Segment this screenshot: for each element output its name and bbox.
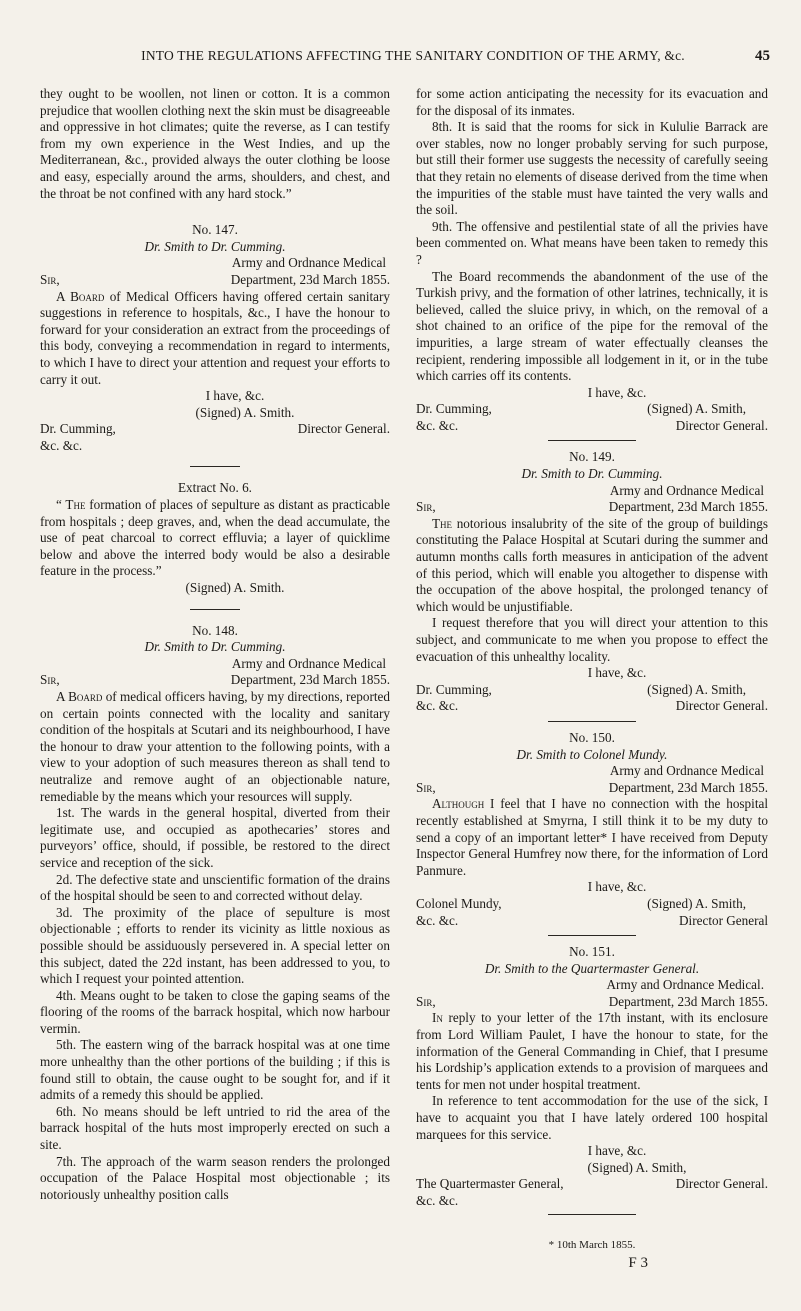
letter-151-signed: (Signed) A. Smith, [587,1159,687,1175]
letter-147-signed: (Signed) A. Smith. [195,404,295,420]
letter-148-point-6: 6th. No means should be left untried to rid the area of the barrack hospital of the huts most improperly erected on such a site. [40,1103,390,1153]
letter-149-dept-row [416,499,768,516]
letter-148-point-5: 5th. The eastern wing of the barrack hospital was at one time more unhealthy than the other portions of the building ; if this is found still to obtain, the cause ought to be sought for, and if it admits of a remedy this should be applied. [40,1037,390,1103]
running-title: INTO THE REGULATIONS AFFECTING THE SANITARY CONDITION OF THE ARMY, &c. [141,48,685,63]
letter-148-body-text: of medical officers having, by my directions, reported on certain points connected with the locality and sanitary condition of the hospitals at Scutari and its neighbourhood, I have the honour to draw your attention to the following points, with a view to your adoption of such measures thereon as shall tend to neutralize and remove aught of an objectionable nature, remediable by the means which your resources will supply. [40,689,390,804]
letter-147-salutation: Sir, [40,271,60,287]
letter-148-sign-title: Director General. [675,417,768,433]
letter-147-body [40,289,390,389]
letter-148-dept-line2: Department, 23d March 1855. [230,672,390,688]
letter-151-body-text: reply to your letter of the 17th instant, with its enclosure from Lord William Paulet, I have the honour to state, for the information of the General Commanding in Chief, that I presume his Lordship’s application extends to a provision of marquees and tents for men not under hospital treatment. [416,1010,768,1092]
letter-151-title: Dr. Smith to the Quartermaster General. [484,960,700,976]
section-rule [548,935,636,936]
letter-148-point-7: 7th. The approach of the warm season renders the prolonged occupation of the Palace Hospital most objectionable ; its notoriously unhealthy position calls [40,1153,390,1202]
letter-148-signed: (Signed) A. Smith, [647,401,746,417]
letter-148-point-8: 8th. It is said that the rooms for sick in Kululie Barrack are over stables, now no longer probably serving for such purpose, but still their former use suggests the necessity of carefully seeing that they retain no elements of disease derived from the time when the impurities of the stable must have tainted the very walls and the soil. [416,119,768,218]
continuation-paragraph: they ought to be woollen, not linen or cotton. It is a common prejudice that woollen clothing next the skin must be disagreeable and oppressive in hot climates; quite the reverse, as I can testify from my own experience in the West Indies, and up the Mediterranean, &c., provided always the outer clothing be loose and easy, especially around the arms, shoulders, and chest, and the throat be not confined with any hard stock.” [40,86,390,201]
letter-148-point-9: 9th. The offensive and pestilential state of all the privies have been commented on. What means have been taken to remedy this ? [416,218,768,267]
letter-147-title: Dr. Smith to Dr. Cumming. [144,238,286,254]
letter-148-dept-line1: Army and Ordnance Medical [231,655,386,671]
letter-148-close: I have, &c. [587,384,647,400]
letter-150-body-text: I feel that I have no connection with the hospital recently established at Smyrna, I still think it to be my duty to send a copy of an important letter* I have received from Deputy Inspector General Humfrey now there, for the information of Lord Panmure. [416,796,768,878]
letter-148-dept-row [40,672,390,689]
letter-148-point-3: 3d. The proximity of the place of sepulture is most objectionable ; efforts to render its vicinity as little noxious as possible should be assiduously persevered in. A special letter on this subject, dated the 22d instant, has been addressed to you, to which I request your pointed attention. [40,904,390,987]
right-column [416,86,768,1272]
letter-150-close: I have, &c. [587,879,647,895]
section-rule [548,721,636,722]
letter-150-title: Dr. Smith to Colonel Mundy. [516,746,668,762]
letter-151-lead: In [432,1010,443,1026]
letter-147-sign-row [40,421,390,438]
letter-148-salutation: Sir, [40,672,60,688]
letter-150-number: No. 150. [569,729,615,745]
extract-body: formation of places of sepulture as distant as practicable from hospitals ; deep graves, and, when the dead accumulate, the use of peat charcoal to correct effluvia; a layer of quicklime below and above the interred body would be also a desirable feature in the process.” [40,497,391,579]
letter-147-sign-title: Director General. [297,421,390,437]
letter-147-recipient: Dr. Cumming, [40,421,116,437]
letter-151-dept-row [416,994,768,1011]
letter-147-dept-line1: Army and Ordnance Medical [231,255,386,271]
letter-150-sign-title: Director General [679,912,768,928]
letter-151-salutation: Sir, [416,993,436,1009]
left-column [40,86,390,1203]
letter-149-title: Dr. Smith to Dr. Cumming. [521,466,663,482]
letter-147-close: I have, &c. [205,388,265,404]
letter-149-number: No. 149. [569,449,615,465]
letter-148-sign-row [416,401,768,418]
letter-148-number: No. 148. [192,622,238,638]
letter-150-recipient: Colonel Mundy, [416,895,502,911]
letter-149-dept-line1: Army and Ordnance Medical [609,482,764,498]
letter-148-body [40,689,390,805]
letter-151-etc: &c. &c. [416,1193,459,1208]
letter-147-body-text: of Medical Officers having offered certain sanitary suggestions in reference to hospitals, &c., I have the honour to forward for your consideration an extract from the proceedings of this body, conveying a recommendation in regard to interments, to which I have to direct your attention and request your efforts to carry it out. [40,288,391,387]
letter-149-sign-title: Director General. [675,698,768,714]
letter-150-etc: &c. &c. [416,912,459,928]
page-number: 45 [755,48,770,64]
letter-150-dept-row [416,780,768,797]
letter-149-recipient: Dr. Cumming, [416,681,492,697]
section-rule [190,609,240,610]
letter-150-sign-row [416,896,768,913]
letter-148-continuation: for some action anticipating the necessity for its evacuation and for the disposal of its inmates. [416,86,768,118]
letter-148-sign-row-2 [416,418,768,435]
extract-heading: Extract No. 6. [178,480,252,496]
letter-149-salutation: Sir, [416,499,436,515]
letter-148-point-1: 1st. The wards in the general hospital, diverted from their legitimate use, and occupied as apothecaries’ stores and purveyors’ office, should, if possible, be restored to the direct service and reception of the sick. [40,805,390,870]
letter-151-sign-row [416,1176,768,1193]
section-rule [190,466,240,467]
letter-151-paragraph-2: In reference to tent accommodation for the use of the sick, I have to acquaint you that I have lately ordered 100 hospital marquees for this service. [416,1093,768,1142]
letter-148-etc: &c. &c. [416,417,459,433]
letter-149-sign-row-2 [416,698,768,715]
letter-149-signed: (Signed) A. Smith, [647,681,746,697]
letter-147-dept-line2: Department, 23d March 1855. [230,271,390,287]
letter-148-lead: A Board [56,689,103,704]
letter-149-close: I have, &c. [587,665,647,681]
signature-mark: F 3 [628,1255,648,1272]
letter-150-signed: (Signed) A. Smith, [647,895,746,911]
letter-151-body [416,1010,768,1093]
letter-148-recipient: Dr. Cumming, [416,401,492,417]
letter-148-point-4: 4th. Means ought to be taken to close the gaping seams of the flooring of the rooms of the barrack hospital, which now harbour vermin. [40,987,390,1036]
letter-149-sign-row [416,682,768,699]
letter-151-sign-title: Director General. [675,1176,768,1192]
letter-151-number: No. 151. [569,944,615,960]
footnote: * 10th March 1855. [548,1238,636,1251]
letter-149-body-text: notorious insalubrity of the site of the group of buildings constituting the Palace Hospital at Scutari during the summer and autumn months calls forth measures in anticipation of the advent of this period, which will enable you altogether to dispense with the occupation of the above hospital, the prolonged tenancy of which would be unjustifiable. [416,515,768,614]
extract-signed: (Signed) A. Smith. [185,580,285,596]
letter-149-dept-line2: Department, 23d March 1855. [608,499,768,515]
letter-148-recommendation: The Board recommends the abandonment of the use of the Turkish privy, and the formation of other latrines, technically, it is believed, called the sluice privy, in which, on the removal of a shot chained to an orifice of the pipe for the removal of the impurities, a large stream of water effectually cleanses the recipient, rendering impossible all lodgement in it, or in the tube which carries off its contents. [416,268,768,384]
letter-151-dept-line2: Department, 23d March 1855. [608,993,768,1009]
letter-147-dept-row [40,272,390,289]
letter-150-salutation: Sir, [416,779,436,795]
extract-text [40,497,390,580]
letter-147-etc: &c. &c. [40,437,83,453]
letter-149-etc: &c. &c. [416,698,459,714]
letter-150-lead: Although [432,796,485,812]
section-rule [548,440,636,441]
letter-149-paragraph-2: I request therefore that you will direct your attention to this subject, and communicate to me when you propose to effect the evacuation of this unhealthy locality. [416,615,768,664]
section-rule [548,1214,636,1215]
letter-147-number: No. 147. [192,222,238,238]
letter-150-sign-row-2 [416,913,768,930]
letter-151-close: I have, &c. [587,1143,647,1159]
extract-lead: “ The [56,497,86,513]
letter-149-body [416,516,768,616]
letter-151-recipient: The Quartermaster General, [416,1176,564,1192]
letter-150-dept-line2: Department, 23d March 1855. [608,779,768,795]
letter-151-dept-line1: Army and Ordnance Medical. [606,977,764,993]
letter-149-lead: The [432,515,453,531]
letter-147-lead: A Board [56,288,105,304]
letter-150-body [416,796,768,879]
letter-150-dept-line1: Army and Ordnance Medical [609,763,764,779]
letter-148-point-2: 2d. The defective state and unscientific formation of the drains of the hospital should be seen to and corrected without delay. [40,871,390,904]
letter-148-title: Dr. Smith to Dr. Cumming. [144,639,286,655]
page-header [40,48,770,68]
